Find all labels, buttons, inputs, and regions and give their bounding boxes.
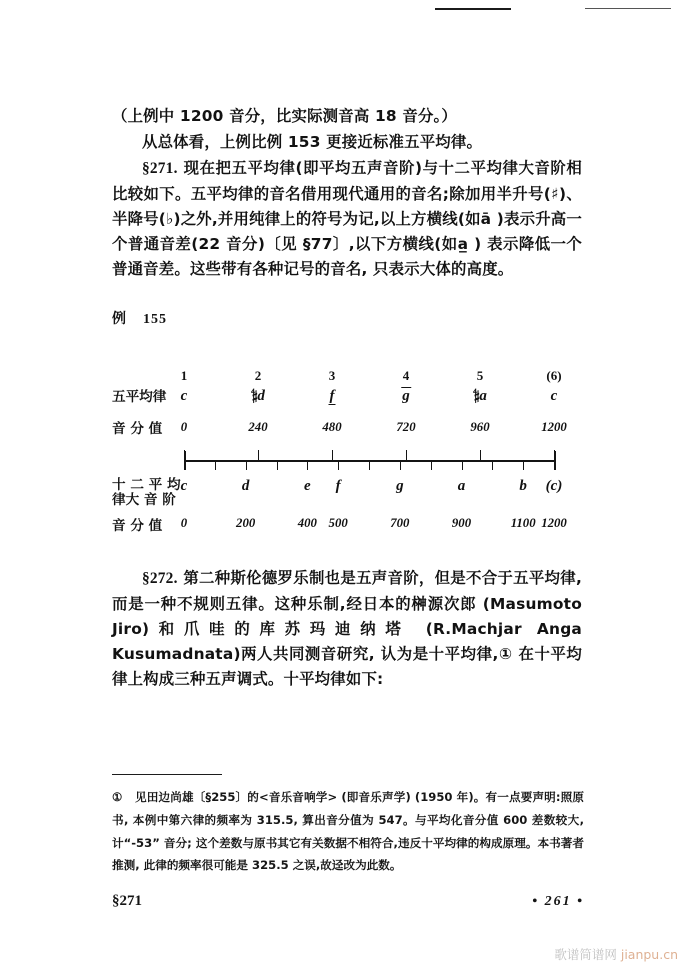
pentatonic-cents-value: 720 — [396, 420, 416, 435]
pentatonic-cents-value: 960 — [470, 420, 490, 435]
watermark-site-name-cn: 歌谱简谱网 — [554, 947, 617, 962]
ruler-major-tick — [406, 450, 407, 460]
figure-scale-comparison — [112, 354, 582, 544]
twelve-tone-note: (c) — [545, 478, 563, 495]
twelve-tone-note: f — [335, 478, 341, 495]
ruler-minor-tick — [523, 461, 524, 470]
paragraph-note-1 — [112, 104, 582, 129]
paragraph-summary-text: 从总体看，上例比例 153 更接近标准五平均律。 — [142, 133, 483, 152]
section-272-text: 第二种斯伦德罗乐制也是五声音阶，但是不合于五平均律,而是一种不规则五律。这种乐制,经日本的榊源次郎 (Masumoto Jiro)和爪哇的库苏玛迪纳塔 (R.Machjar Anga Kusumadnata)两人共同测音研究, 认为是十平均律,① 在十平均律上构成三种五声调式。十平均律如下: — [112, 569, 582, 689]
pentatonic-degree: (6) — [546, 368, 562, 384]
half-sharp-icon: 𝄲 — [251, 388, 258, 404]
ruler-major-tick — [332, 450, 333, 460]
footnote-divider — [112, 774, 222, 775]
pentatonic-note: 𝄲a — [473, 388, 487, 405]
page-footer — [112, 893, 584, 910]
label-twelve-tone-line1: 十 二 平 均 — [112, 477, 181, 494]
section-271-text: 现在把五平均律(即平均五声音阶)与十二平均律大音阶相比较如下。五平均律的音名借用现代通用的音名;除加用半升号(♯)、半降号(♭)之外,并用纯律上的符号为记,以上方横线(如ā )表示升高一个普通音差(22 音分)〔见 §77〕,以下方横线(如a̲ ) 表示降低一个普通音差。这些带有各种记号的音名, 只表示大体的高度。 — [112, 159, 582, 279]
label-twelve-tone-line2: 律大 音 阶 — [112, 492, 176, 509]
top-edge-marks — [0, 0, 690, 16]
pentatonic-note: f — [329, 388, 335, 405]
pentatonic-degree: 2 — [254, 368, 262, 384]
section-271-marker: §271. — [142, 160, 178, 178]
pentatonic-degree: 4 — [402, 368, 410, 384]
example-label: 例 — [112, 311, 127, 328]
ruler-minor-tick — [400, 461, 401, 470]
label-pentatonic: 五平均律 — [112, 389, 167, 406]
twelve-tone-cents-value: 200 — [236, 516, 256, 531]
paragraph-summary — [112, 130, 582, 155]
ruler-endcap — [184, 451, 186, 470]
paragraph-note-1-text: （上例中 1200 音分，比实际测音高 18 音分。） — [112, 107, 458, 125]
twelve-tone-note: a — [457, 478, 466, 495]
twelve-tone-note: d — [241, 478, 250, 495]
page-body — [112, 104, 582, 693]
pentatonic-note: 𝄲d — [251, 388, 265, 405]
footnote — [112, 786, 584, 876]
footnote-marker: ① — [112, 791, 123, 804]
ruler-endcap — [554, 451, 556, 470]
paragraph-section-271 — [112, 156, 582, 282]
pentatonic-note: c — [180, 388, 188, 405]
twelve-tone-cents-value: 1100 — [510, 516, 536, 531]
example-title — [112, 308, 582, 328]
ruler-minor-tick — [307, 461, 308, 470]
twelve-tone-cents-value: 500 — [328, 516, 348, 531]
ruler-major-tick — [258, 450, 259, 460]
pentatonic-note: c — [550, 388, 558, 405]
label-pentatonic-cents: 音 分 值 — [112, 421, 163, 438]
pentatonic-note: g — [402, 388, 410, 405]
footer-page-number: • 261 • — [532, 894, 584, 909]
ruler-minor-tick — [215, 461, 216, 470]
pentatonic-degree: 3 — [328, 368, 336, 384]
twelve-tone-cents-value: 0 — [180, 516, 188, 531]
ruler-minor-tick — [277, 461, 278, 470]
twelve-tone-cents-value: 400 — [297, 516, 317, 531]
pentatonic-cents-value: 240 — [248, 420, 268, 435]
ruler-minor-tick — [431, 461, 432, 470]
footnote-text: 见田边尚雄〔§255〕的<音乐音响学> (即音乐声学) (1950 年)。有一点要声明:照原书, 本例中第六律的频率为 315.5, 算出音分值为 547。与平均化音分值 600 差数较大,计“-53” 音分; 这个差数与原书其它有关数据不相符合,违反十平均律的构成原理。本书著者推测, 此律的频率很可能是 325.5 之误,故迳改为此数。 — [112, 790, 584, 872]
pentatonic-cents-value: 0 — [180, 420, 188, 435]
twelve-tone-note: b — [519, 478, 527, 495]
ruler-major-tick — [480, 450, 481, 460]
ruler-minor-tick — [462, 461, 463, 470]
twelve-tone-note: c — [180, 478, 188, 495]
pentatonic-degree: 1 — [180, 368, 188, 384]
ruler-minor-tick — [338, 461, 339, 470]
twelve-tone-note: g — [396, 478, 404, 495]
watermark — [554, 945, 678, 963]
ruler-minor-tick — [246, 461, 247, 470]
twelve-tone-cents-value: 1200 — [541, 516, 567, 531]
ruler-minor-tick — [369, 461, 370, 470]
twelve-tone-cents-value: 700 — [390, 516, 410, 531]
example-number: 155 — [143, 312, 167, 328]
pentatonic-cents-value: 480 — [322, 420, 342, 435]
pentatonic-degree: 5 — [476, 368, 484, 384]
footer-section: §271 — [112, 893, 142, 909]
cents-ruler — [184, 450, 554, 472]
twelve-tone-note: e — [303, 478, 311, 495]
ruler-minor-tick — [492, 461, 493, 470]
paragraph-section-272 — [112, 566, 582, 692]
half-sharp-icon: 𝄲 — [473, 388, 480, 404]
pentatonic-cents-value: 1200 — [541, 420, 567, 435]
top-edge-mark — [435, 8, 511, 10]
twelve-tone-cents-value: 900 — [451, 516, 472, 531]
label-twelve-tone-cents: 音 分 值 — [112, 518, 163, 535]
watermark-site-url: jianpu.cn — [620, 947, 678, 962]
top-edge-mark — [585, 8, 671, 9]
section-272-marker: §272. — [142, 570, 178, 588]
